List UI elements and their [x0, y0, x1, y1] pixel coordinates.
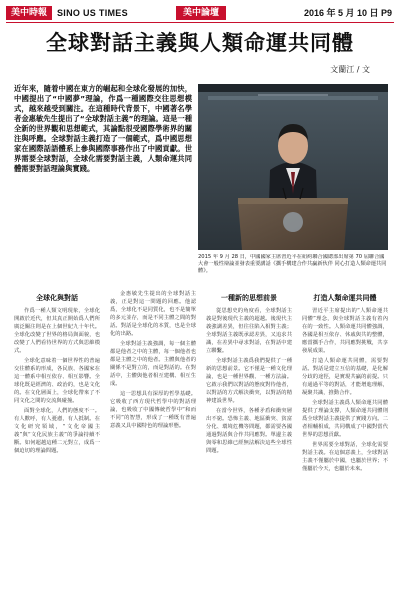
newspaper-name-english: SINO US TIMES — [57, 8, 128, 18]
article-body — [14, 290, 388, 586]
section-tag: 美中論壇 — [176, 6, 226, 20]
body-paragraph: 全球化意味着一個世界性的普遍交往體系的形成，各民族、各國家在這一體系中相互依存、相互影響。全球化既是經濟的、政治的，也是文化的。在文化層面上，全球化帶來了不同文化之間的交流與碰撞。 — [14, 358, 100, 404]
body-paragraph: 從思想史的角度看，全球對話主義是對後現代主義的超越。後現代主義強調差異，但往往陷入相對主義；全球對話主義既承認差異，又追求共識，在差異中尋求對話，在對話中建立聯繫。 — [206, 308, 292, 354]
body-paragraph: 面對全球化，人們的態度不一。有人歡呼，有人憂慮，有人抵制。在文化研究領域，“文化帝國主義”與“文化民族主義”的爭論持續不斷。如何超越這種二元對立，成爲一個迫切的理論問題。 — [14, 408, 100, 454]
speaker-at-podium-image — [198, 84, 388, 250]
photo-caption: 2015 年 9 月 28 日，中國國家主席習近平在紐約聯合國總部出席第 70 屆聯合國大會一般性辯論並發表重要講話《攜手構建合作共贏新伙伴 同心打造人類命運共同體》。 — [198, 254, 387, 274]
body-column-4 — [302, 290, 388, 586]
body-column-2 — [110, 290, 196, 586]
newspaper-logo: 美中時報 — [6, 6, 52, 20]
subheading-shared-future: 打造人類命運共同體 — [313, 294, 377, 302]
body-column-1 — [14, 290, 100, 586]
body-paragraph: 全球對話主義爲人類命運共同體提供了理論支撐，人類命運共同體則爲全球對話主義提供了實踐方向。二者相輔相成，共同構成了中國對當代世界的思想貢獻。 — [302, 400, 388, 438]
article-headline: 全球對話主義與人類命運共同體 — [46, 31, 354, 55]
body-paragraph: 習近平主席提出的“人類命運共同體”理念，與全球對話主義有着內在的一致性。人類命運共同體強調，各國是相互依存、休戚與共的整體，應當攜手合作，共同應對挑戰，共享發展成果。 — [302, 308, 388, 354]
body-paragraph: 打造人類命運共同體，需要對話。對話是建立互信的基礎，是化解分歧的途徑，是實現共贏的前提。只有通過平等的對話，才能增進理解，凝聚共識，推動合作。 — [302, 358, 388, 396]
body-paragraph: 全球對話主義強調，每一個主體都是他者之中的主體，每一個他者也都是主體之中的他者。主體與他者的關係不是對立的，而是對話的。在對話中，主體與他者相互建構、相互生成。 — [110, 341, 196, 387]
body-paragraph: 世界需要全球對話，全球化需要對話主義。在這個意義上，全球對話主義不僅屬於中國，也屬於世界；不僅屬於今天，也屬於未來。 — [302, 442, 388, 472]
article-intro: 近年來，隨着中國在東方的崛起和全球化發展的加快，中國提出了“中國夢”理論，作爲一種國際交往思想模式，越來越受到關注。在這種時代背景下，中國著名學者金惠敏先生提出了“全球對話主義”的理論。這是一種全新的世界觀和思想範式，其論點很受國際學術界的關注與呼應。全球對話主義打造了一個範式，爲中國思想家在國際話語體系上參與國際事務作出了中國貢獻。世界需要全球對話，全球化需要對話主義，人類命運共同體需要對話理論與實踐。 — [14, 84, 192, 173]
body-paragraph: 全球對話主義爲我們提供了一種新的思想前景。它不僅是一種文化理論，也是一種世界觀、一種方法論。它啟示我們以對話的態度對待他者，以對話的方式解決衝突，以對話的精神建設世界。 — [206, 358, 292, 404]
body-paragraph: 作爲一種人類文明現象，全球化開啟於近代，但其真正開始爲人們所廣泛關注則是在上個世紀九十年代。全球化改變了世界的格局與面貌，也改變了人們看待世界的方式與思維模式。 — [14, 308, 100, 354]
body-paragraph: 金惠敏先生提出的全球對話主義，正是對這一問題的回應。他認爲，全球化不是同質化，也不是簡單的多元並存，而是不同主體之間的對話。對話是全球化的本質，也是全球化的出路。 — [110, 291, 196, 337]
article-byline: 文蘭江 / 文 — [330, 65, 370, 74]
subheading-new-prospect: 一種新的思想前景 — [221, 294, 277, 302]
body-paragraph: 這一思想具有深厚的哲學基礎。它吸收了西方現代哲學中的對話理論，也吸收了中國傳統哲學中“和而不同”的智慧，形成了一種既有普遍意義又具中國特色的理論形態。 — [110, 391, 196, 429]
masthead — [6, 6, 394, 23]
subheading-globalization-dialogue: 全球化與對話 — [36, 294, 78, 302]
body-column-3 — [206, 290, 292, 586]
dateline: 2016 年 5 月 10 日 P9 — [303, 8, 392, 18]
article-photo — [198, 84, 388, 250]
body-paragraph: 在當今世界，各種矛盾和衝突層出不窮。恐怖主義、地區衝突、貧富分化、環境危機等問題，都需要各國通過對話與合作共同應對。單邊主義與零和思維已經無法解決這些全球性問題。 — [206, 408, 292, 454]
